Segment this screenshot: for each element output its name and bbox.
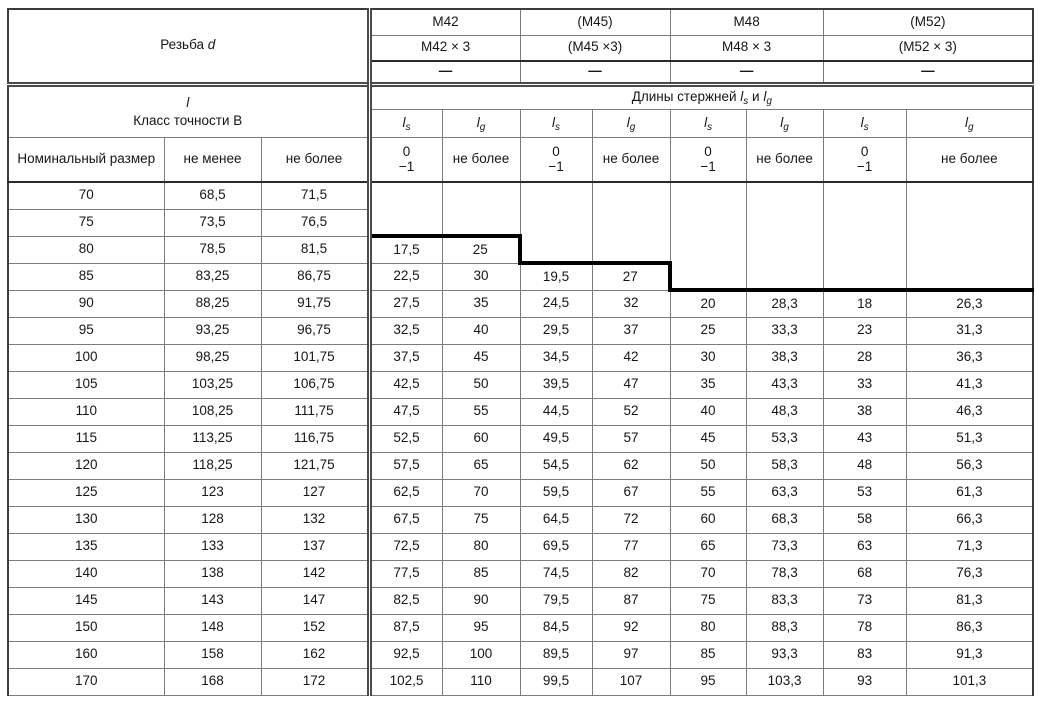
lg-value-cell: 27 [592, 263, 670, 290]
thread-label: Резьба [160, 37, 205, 53]
lg-value-cell: 32 [592, 290, 670, 317]
ls-value-cell: 55 [670, 479, 746, 506]
lg-value-cell: 58,3 [746, 452, 823, 479]
min-length-cell: 108,25 [164, 398, 261, 425]
lg-value-cell: 107 [592, 668, 670, 695]
ls-value-cell: 42,5 [369, 371, 442, 398]
min-length-cell: 168 [164, 668, 261, 695]
lg-value-cell: 57 [592, 425, 670, 452]
ls-value-cell: 95 [670, 668, 746, 695]
lg-value-cell: 86,3 [906, 614, 1033, 641]
nominal-size-cell: 115 [8, 425, 164, 452]
lg-value-cell: 52 [592, 398, 670, 425]
ls-value-cell: 24,5 [520, 290, 592, 317]
table-row [8, 317, 1033, 344]
empty-cell [369, 182, 442, 236]
lg-value-cell: 72 [592, 506, 670, 533]
ls-value-cell: 50 [670, 452, 746, 479]
ls-tolerance-header: 0 −1 [520, 137, 592, 182]
max-length-cell: 101,75 [261, 344, 369, 371]
lg-header: $l_g$ [906, 109, 1033, 137]
ls-value-cell: 37,5 [369, 344, 442, 371]
max-length-cell: 81,5 [261, 236, 369, 263]
lg-value-cell: 41,3 [906, 371, 1033, 398]
ls-value-cell: 18 [823, 290, 906, 317]
ls-value-cell: 30 [670, 344, 746, 371]
min-length-cell: 113,25 [164, 425, 261, 452]
ls-value-cell: 63 [823, 533, 906, 560]
thread-name-m42: М42 [369, 9, 520, 35]
lg-value-cell: 46,3 [906, 398, 1033, 425]
nominal-size-cell: 70 [8, 182, 164, 209]
thread-designation-m52: (М52 × 3) [823, 35, 1033, 61]
lg-value-cell: 38,3 [746, 344, 823, 371]
max-length-cell: 121,75 [261, 452, 369, 479]
column-header-row [8, 137, 1033, 182]
max-length-cell: 132 [261, 506, 369, 533]
accuracy-class-cell [8, 84, 369, 137]
max-length-cell: 162 [261, 641, 369, 668]
lg-value-cell: 37 [592, 317, 670, 344]
empty-cell [592, 182, 670, 263]
min-length-cell: 128 [164, 506, 261, 533]
min-length-cell: 93,25 [164, 317, 261, 344]
ls-value-cell: 22,5 [369, 263, 442, 290]
lg-value-cell: 73,3 [746, 533, 823, 560]
table-row [8, 614, 1033, 641]
lg-header: $l_g$ [592, 109, 670, 137]
lg-header: $l_g$ [442, 109, 520, 137]
lg-value-cell: 77 [592, 533, 670, 560]
lg-header: $l_g$ [746, 109, 823, 137]
ls-value-cell: 19,5 [520, 263, 592, 290]
ls-value-cell: 38 [823, 398, 906, 425]
nominal-size-cell: 130 [8, 506, 164, 533]
lg-value-cell: 40 [442, 317, 520, 344]
lg-value-cell: 35 [442, 290, 520, 317]
lg-value-cell: 47 [592, 371, 670, 398]
nominal-size-cell: 95 [8, 317, 164, 344]
max-length-cell: 147 [261, 587, 369, 614]
ls-value-cell: 59,5 [520, 479, 592, 506]
nominal-size-cell: 75 [8, 209, 164, 236]
ls-value-cell: 62,5 [369, 479, 442, 506]
thread-symbol: d [207, 37, 216, 53]
ls-value-cell: 60 [670, 506, 746, 533]
thread-name-m45: (М45) [520, 9, 670, 35]
table-row [8, 371, 1033, 398]
ls-tolerance-header: 0 −1 [670, 137, 746, 182]
table-row [8, 344, 1033, 371]
table-row [8, 587, 1033, 614]
lg-value-cell: 51,3 [906, 425, 1033, 452]
min-length-cell: 98,25 [164, 344, 261, 371]
ls-value-cell: 57,5 [369, 452, 442, 479]
lengths-title-cell: Длины стержней $l_s$ и $l_g$ [369, 84, 1033, 109]
ls-value-cell: 52,5 [369, 425, 442, 452]
table-row [8, 452, 1033, 479]
section-title-row [8, 84, 1033, 109]
lg-value-cell: 66,3 [906, 506, 1033, 533]
dash-cell: — [369, 61, 520, 84]
table-row [8, 560, 1033, 587]
ls-value-cell: 54,5 [520, 452, 592, 479]
lg-limit-header: не более [746, 137, 823, 182]
empty-cell [746, 182, 823, 290]
accuracy-class-label: Класс точности В [133, 112, 243, 128]
ls-value-cell: 77,5 [369, 560, 442, 587]
nominal-size-cell: 135 [8, 533, 164, 560]
ls-tolerance-header: 0 −1 [823, 137, 906, 182]
ls-value-cell: 67,5 [369, 506, 442, 533]
lg-value-cell: 61,3 [906, 479, 1033, 506]
ls-value-cell: 102,5 [369, 668, 442, 695]
empty-cell [670, 182, 746, 290]
ls-value-cell: 85 [670, 641, 746, 668]
lg-value-cell: 56,3 [906, 452, 1033, 479]
lg-value-cell: 28,3 [746, 290, 823, 317]
max-length-cell: 86,75 [261, 263, 369, 290]
min-length-cell: 88,25 [164, 290, 261, 317]
ls-value-cell: 29,5 [520, 317, 592, 344]
empty-cell [442, 182, 520, 236]
min-length-cell: 73,5 [164, 209, 261, 236]
lg-value-cell: 80 [442, 533, 520, 560]
ls-value-cell: 79,5 [520, 587, 592, 614]
ls-value-cell: 70 [670, 560, 746, 587]
ls-header: $l_s$ [369, 109, 442, 137]
max-length-cell: 96,75 [261, 317, 369, 344]
max-length-cell: 137 [261, 533, 369, 560]
min-length-cell: 138 [164, 560, 261, 587]
lg-value-cell: 71,3 [906, 533, 1033, 560]
table-row [8, 641, 1033, 668]
lg-value-cell: 91,3 [906, 641, 1033, 668]
nominal-size-header: Номинальный размер [8, 137, 164, 182]
ls-value-cell: 89,5 [520, 641, 592, 668]
lg-value-cell: 75 [442, 506, 520, 533]
lg-value-cell: 81,3 [906, 587, 1033, 614]
lg-value-cell: 97 [592, 641, 670, 668]
nominal-size-cell: 145 [8, 587, 164, 614]
min-header: не менее [164, 137, 261, 182]
ls-value-cell: 40 [670, 398, 746, 425]
max-length-cell: 172 [261, 668, 369, 695]
nominal-size-cell: 150 [8, 614, 164, 641]
lg-value-cell: 26,3 [906, 290, 1033, 317]
lg-value-cell: 60 [442, 425, 520, 452]
empty-cell [906, 182, 1033, 290]
lg-value-cell: 43,3 [746, 371, 823, 398]
lg-value-cell: 100 [442, 641, 520, 668]
lg-value-cell: 31,3 [906, 317, 1033, 344]
lg-value-cell: 78,3 [746, 560, 823, 587]
table-row [8, 506, 1033, 533]
ls-value-cell: 75 [670, 587, 746, 614]
max-length-cell: 106,75 [261, 371, 369, 398]
lg-value-cell: 55 [442, 398, 520, 425]
ls-value-cell: 23 [823, 317, 906, 344]
nominal-size-cell: 100 [8, 344, 164, 371]
table-row [8, 533, 1033, 560]
thread-designation-m48: М48 × 3 [670, 35, 823, 61]
table-row [8, 398, 1033, 425]
max-length-cell: 116,75 [261, 425, 369, 452]
min-length-cell: 148 [164, 614, 261, 641]
min-length-cell: 143 [164, 587, 261, 614]
ls-value-cell: 68 [823, 560, 906, 587]
lg-value-cell: 68,3 [746, 506, 823, 533]
ls-value-cell: 92,5 [369, 641, 442, 668]
ls-value-cell: 28 [823, 344, 906, 371]
min-length-cell: 123 [164, 479, 261, 506]
ls-value-cell: 25 [670, 317, 746, 344]
ls-value-cell: 44,5 [520, 398, 592, 425]
lg-value-cell: 93,3 [746, 641, 823, 668]
nominal-size-cell: 110 [8, 398, 164, 425]
lg-value-cell: 70 [442, 479, 520, 506]
ls-value-cell: 43 [823, 425, 906, 452]
lg-value-cell: 82 [592, 560, 670, 587]
ls-tolerance-header: 0 −1 [369, 137, 442, 182]
lg-value-cell: 92 [592, 614, 670, 641]
lg-value-cell: 50 [442, 371, 520, 398]
ls-value-cell: 35 [670, 371, 746, 398]
lg-value-cell: 101,3 [906, 668, 1033, 695]
max-length-cell: 127 [261, 479, 369, 506]
ls-value-cell: 39,5 [520, 371, 592, 398]
ls-header: $l_s$ [520, 109, 592, 137]
lg-value-cell: 25 [442, 236, 520, 263]
dash-cell: — [520, 61, 670, 84]
ls-value-cell: 34,5 [520, 344, 592, 371]
nominal-size-cell: 125 [8, 479, 164, 506]
lg-value-cell: 76,3 [906, 560, 1033, 587]
lg-limit-header: не более [442, 137, 520, 182]
empty-cell [520, 182, 592, 263]
lg-value-cell: 90 [442, 587, 520, 614]
lg-value-cell: 65 [442, 452, 520, 479]
nominal-size-cell: 90 [8, 290, 164, 317]
ls-value-cell: 47,5 [369, 398, 442, 425]
ls-value-cell: 84,5 [520, 614, 592, 641]
ls-value-cell: 45 [670, 425, 746, 452]
lg-value-cell: 83,3 [746, 587, 823, 614]
min-length-cell: 68,5 [164, 182, 261, 209]
lg-limit-header: не более [906, 137, 1033, 182]
lg-value-cell: 42 [592, 344, 670, 371]
ls-value-cell: 93 [823, 668, 906, 695]
table-row [8, 668, 1033, 695]
thread-name-row [8, 9, 1033, 35]
lg-value-cell: 67 [592, 479, 670, 506]
length-symbol: l [186, 94, 190, 110]
min-length-cell: 158 [164, 641, 261, 668]
lg-value-cell: 62 [592, 452, 670, 479]
max-length-cell: 142 [261, 560, 369, 587]
ls-value-cell: 58 [823, 506, 906, 533]
thread-designation-m45: (М45 ×3) [520, 35, 670, 61]
ls-value-cell: 99,5 [520, 668, 592, 695]
nominal-size-cell: 120 [8, 452, 164, 479]
dash-cell: — [670, 61, 823, 84]
ls-value-cell: 73 [823, 587, 906, 614]
ls-value-cell: 49,5 [520, 425, 592, 452]
min-length-cell: 133 [164, 533, 261, 560]
ls-value-cell: 48 [823, 452, 906, 479]
nominal-size-cell: 140 [8, 560, 164, 587]
ls-value-cell: 65 [670, 533, 746, 560]
table-row [8, 479, 1033, 506]
thread-name-m48: М48 [670, 9, 823, 35]
max-length-cell: 111,75 [261, 398, 369, 425]
max-length-cell: 71,5 [261, 182, 369, 209]
max-length-cell: 91,75 [261, 290, 369, 317]
ls-value-cell: 78 [823, 614, 906, 641]
min-length-cell: 78,5 [164, 236, 261, 263]
lg-value-cell: 88,3 [746, 614, 823, 641]
lg-value-cell: 85 [442, 560, 520, 587]
ls-value-cell: 69,5 [520, 533, 592, 560]
ls-value-cell: 17,5 [369, 236, 442, 263]
lg-value-cell: 53,3 [746, 425, 823, 452]
ls-header: $l_s$ [670, 109, 746, 137]
nominal-size-cell: 170 [8, 668, 164, 695]
lg-value-cell: 36,3 [906, 344, 1033, 371]
ls-value-cell: 64,5 [520, 506, 592, 533]
ls-value-cell: 20 [670, 290, 746, 317]
lg-limit-header: не более [592, 137, 670, 182]
ls-value-cell: 80 [670, 614, 746, 641]
nominal-size-cell: 85 [8, 263, 164, 290]
table-body [8, 182, 1033, 695]
ls-value-cell: 27,5 [369, 290, 442, 317]
max-header: не более [261, 137, 369, 182]
ls-value-cell: 72,5 [369, 533, 442, 560]
min-length-cell: 103,25 [164, 371, 261, 398]
empty-cell [823, 182, 906, 290]
ls-value-cell: 32,5 [369, 317, 442, 344]
nominal-size-cell: 105 [8, 371, 164, 398]
lg-value-cell: 103,3 [746, 668, 823, 695]
lg-value-cell: 33,3 [746, 317, 823, 344]
thread-designation-m42: М42 × 3 [369, 35, 520, 61]
lengths-title-text: Длины стержней [631, 89, 737, 105]
lg-value-cell: 45 [442, 344, 520, 371]
nominal-size-cell: 80 [8, 236, 164, 263]
ls-value-cell: 87,5 [369, 614, 442, 641]
ls-value-cell: 82,5 [369, 587, 442, 614]
ls-header: $l_s$ [823, 109, 906, 137]
lg-value-cell: 87 [592, 587, 670, 614]
min-length-cell: 83,25 [164, 263, 261, 290]
thread-name-m52: (М52) [823, 9, 1033, 35]
lg-value-cell: 30 [442, 263, 520, 290]
max-length-cell: 76,5 [261, 209, 369, 236]
lg-value-cell: 63,3 [746, 479, 823, 506]
dash-cell: — [823, 61, 1033, 84]
ls-value-cell: 53 [823, 479, 906, 506]
min-length-cell: 118,25 [164, 452, 261, 479]
thread-header-cell [8, 9, 369, 84]
lg-value-cell: 110 [442, 668, 520, 695]
nominal-size-cell: 160 [8, 641, 164, 668]
table-row [8, 425, 1033, 452]
lg-value-cell: 95 [442, 614, 520, 641]
ls-value-cell: 33 [823, 371, 906, 398]
max-length-cell: 152 [261, 614, 369, 641]
table-row [8, 182, 1033, 209]
lg-value-cell: 48,3 [746, 398, 823, 425]
ls-value-cell: 74,5 [520, 560, 592, 587]
thread-length-table [7, 8, 1034, 696]
table-row [8, 290, 1033, 317]
ls-value-cell: 83 [823, 641, 906, 668]
